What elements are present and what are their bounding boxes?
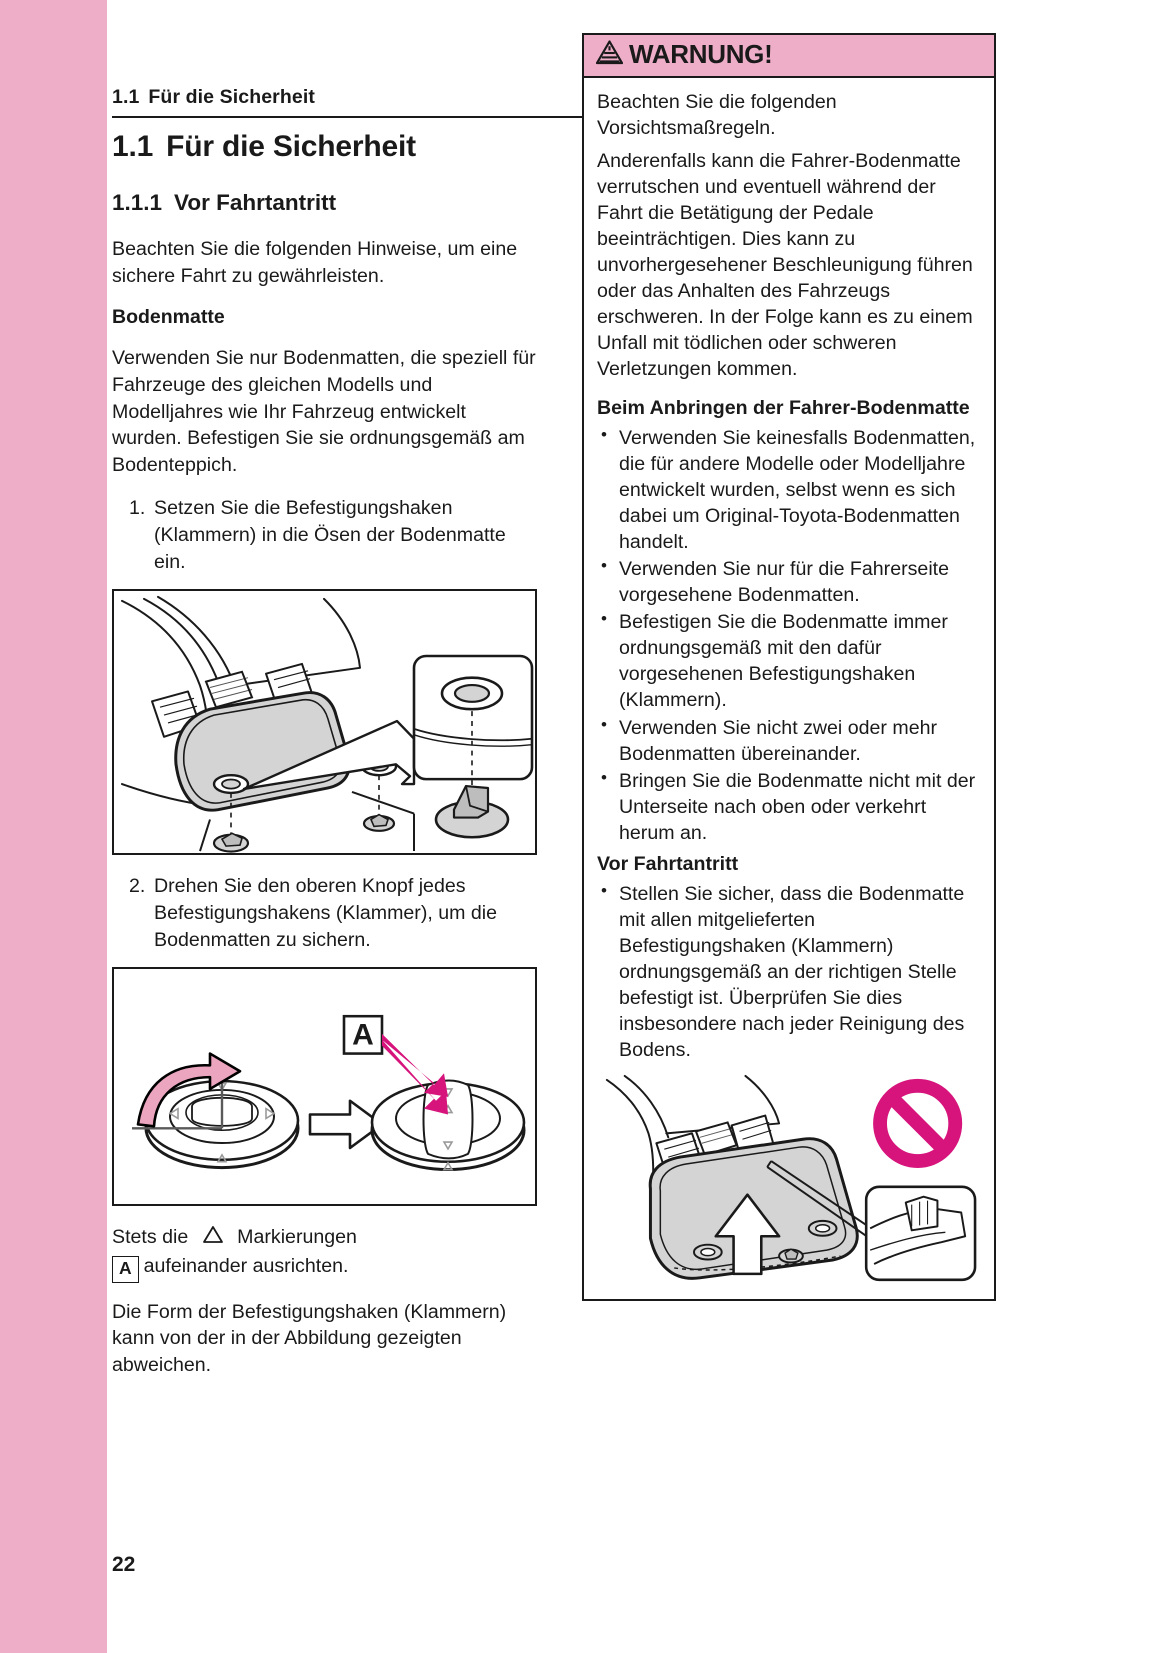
figure-upside-down-mat <box>597 1070 981 1285</box>
subsection-number: 1.1.1 <box>112 190 163 215</box>
list-item <box>112 495 537 575</box>
running-head-title: Für die Sicherheit <box>148 86 315 108</box>
page-edge-tab <box>0 0 107 1653</box>
bodenmatte-paragraph: Verwenden Sie nur Bodenmatten, die speziell für Fahrzeuge des gleichen Modells und Modelljahres wie Ihr Fahrzeug entwickelt wurden. Befestigen Sie sie ordnungsgemäß am Bodenteppich. <box>112 347 536 476</box>
right-column <box>582 33 996 1301</box>
triangle-mark-icon <box>202 1225 224 1253</box>
bodenmatte-heading: Bodenmatte <box>112 306 225 329</box>
warning-paragraph: Anderenfalls kann die Fahrer-Bodenmatte verrutschen und eventuell während der Fahrt die Betätigung der Pedale beeinträchtigen. Dies kann zu unvorhergesehener Beschleunigung führen oder das Anhalten des Fahrzeugs erschweren. In der Folge kann es zu einem Unfall mit tödlichen oder schweren Verletzungen kommen. <box>597 150 973 381</box>
warning-list-vor-fahrtantritt <box>597 881 981 1063</box>
prohibition-icon <box>880 1085 955 1160</box>
warning-group-heading: Beim Anbringen der Fahrer-Bodenmatte <box>597 396 970 419</box>
step-text: Drehen Sie den oberen Knopf jedes Befestigungshakens (Klammer), um die Bodenmatten zu sichern. <box>154 875 498 951</box>
subsection-title: Vor Fahrtantritt <box>174 190 337 215</box>
step-text: Setzen Sie die Befestigungshaken (Klammern) in die Ösen der Bodenmatte ein. <box>154 497 506 573</box>
step-list-1 <box>112 495 537 575</box>
list-item: • Befestigen Sie die Bodenmatte immer ordnungsgemäß mit den dafür vorgesehenen Befestigungshaken (Klammern). <box>597 609 981 713</box>
step-marker: 2. <box>129 875 146 898</box>
subsection-heading <box>112 190 537 216</box>
list-item: • Verwenden Sie keinesfalls Bodenmatten, die für andere Modelle oder Modelljahre entwickelt wurden, selbst wenn es sich dabei um Original-Toyota-Bodenmatten handelt. <box>597 425 981 555</box>
align-note-after: aufeinander ausrichten. <box>143 1255 349 1278</box>
align-note-middle: Markierungen <box>237 1226 357 1249</box>
section-title: Für die Sicherheit <box>166 130 416 163</box>
intro-paragraph: Beachten Sie die folgenden Hinweise, um eine sichere Fahrt zu gewährleisten. <box>112 238 518 287</box>
warning-triangle-icon <box>596 40 623 70</box>
align-mark-note <box>112 1224 537 1282</box>
warning-label: WARNUNG! <box>629 39 773 70</box>
section-number: 1.1 <box>112 130 154 163</box>
callout-letter-a: A <box>352 1019 374 1052</box>
page-body <box>112 0 1165 1653</box>
step-list-2 <box>112 873 537 953</box>
running-head-number: 1.1 <box>112 86 140 108</box>
retaining-hook-knob-rotation-illustration <box>114 969 535 1204</box>
align-note-before: Stets die <box>112 1226 189 1249</box>
warning-list-anbringen <box>597 425 981 846</box>
step-marker: 1. <box>129 497 146 520</box>
warning-panel-body <box>584 78 994 1299</box>
callout-badge-a: A <box>112 1256 139 1283</box>
list-item: • Verwenden Sie nur für die Fahrerseite vorgesehene Bodenmatten. <box>597 556 981 608</box>
floor-mat-upside-down-prohibited-illustration <box>597 1070 981 1283</box>
list-item <box>112 873 537 953</box>
hook-shape-note: Die Form der Befestigungshaken (Klammern) kann von der in der Abbildung gezeigten abweichen. <box>112 1300 507 1376</box>
floor-mat-retaining-hook-illustration <box>114 591 535 853</box>
figure-knob-rotation <box>112 967 537 1206</box>
warning-panel-header <box>584 35 994 78</box>
page-title <box>112 130 537 164</box>
left-column <box>112 130 537 1396</box>
figure-floor-mat-hooks <box>112 589 537 855</box>
warning-panel <box>582 33 996 1301</box>
warning-group-heading: Vor Fahrtantritt <box>597 852 739 875</box>
page-number: 22 <box>112 1553 136 1576</box>
list-item: • Stellen Sie sicher, dass die Bodenmatte mit allen mitgelieferten Befestigungshaken (Klammern) ordnungsgemäß an der richtigen Stelle befestigt ist. Überprüfen Sie dies insbesondere nach jeder Reinigung des Bodens. <box>597 881 981 1063</box>
list-item: • Verwenden Sie nicht zwei oder mehr Bodenmatten übereinander. <box>597 715 981 767</box>
warning-paragraph: Beachten Sie die folgenden Vorsichtsmaßregeln. <box>597 91 837 140</box>
list-item: • Bringen Sie die Bodenmatte nicht mit der Unterseite nach oben oder verkehrt herum an. <box>597 768 981 846</box>
